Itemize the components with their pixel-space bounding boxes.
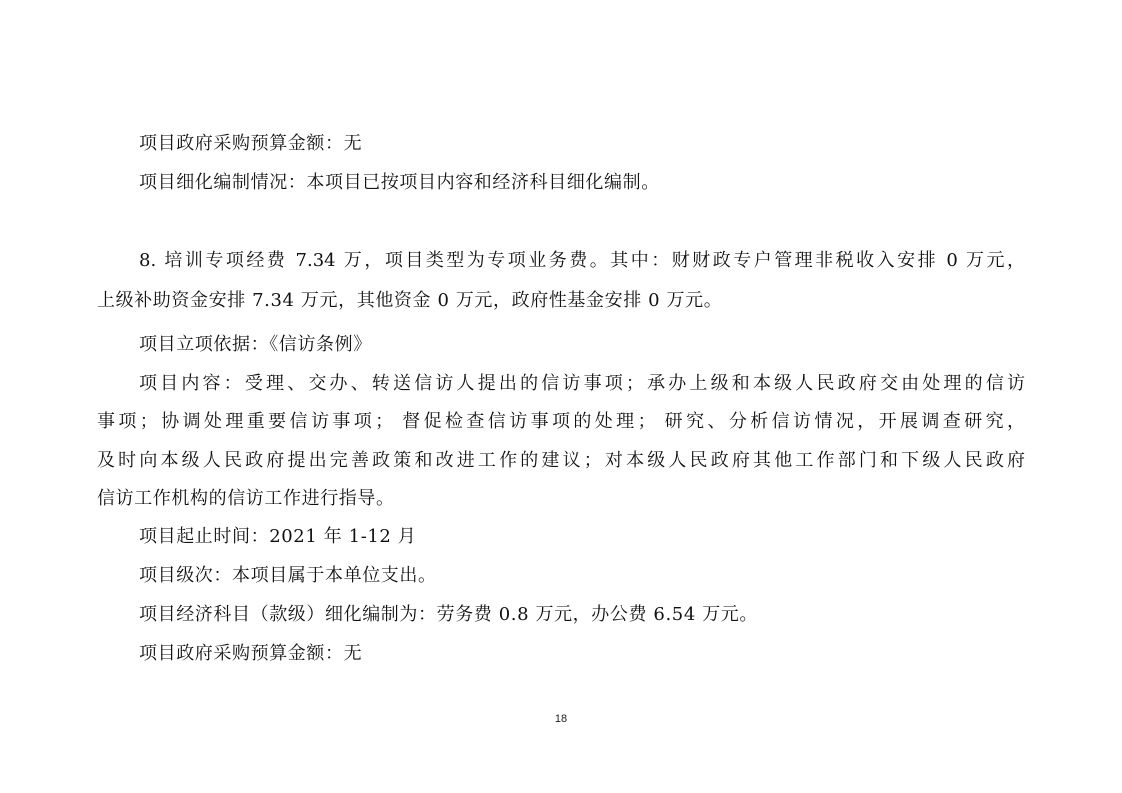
section-8-heading-line: 8. 培训专项经费 7.34 万，项目类型为专项业务费。其中：财财政专户管理非税收入安排 0 万元， [139,250,1025,271]
page-number: 18 [554,713,568,725]
paragraph-line: 项目起止时间：2021 年 1-12 月 [139,526,417,547]
paragraph-line: 项目政府采购预算金额：无 [139,133,363,154]
paragraph-line: 项目内容：受理、交办、转送信访人提出的信访事项；承办上级和本级人民政府交由处理的信访 [139,373,1025,394]
paragraph-line: 项目级次：本项目属于本单位支出。 [139,565,437,586]
paragraph-line: 项目立项依据：《信访条例》 [139,334,372,355]
paragraph-line: 项目经济科目（款级）细化编制为：劳务费 0.8 万元，办公费 6.54 万元。 [139,604,758,625]
paragraph-line: 项目政府采购预算金额：无 [139,643,363,664]
paragraph-line: 及时向本级人民政府提出完善政策和改进工作的建议；对本级人民政府其他工作部门和下级人民政府 [97,450,1025,471]
paragraph-line: 项目细化编制情况：本项目已按项目内容和经济科目细化编制。 [139,172,660,193]
paragraph-line: 上级补助资金安排 7.34 万元，其他资金 0 万元，政府性基金安排 0 万元。 [97,290,723,311]
paragraph-line: 信访工作机构的信访工作进行指导。 [97,488,395,509]
paragraph-line: 事项；协调处理重要信访事项； 督促检查信访事项的处理； 研究、分析信访情况，开展调查研究， [97,411,1025,432]
